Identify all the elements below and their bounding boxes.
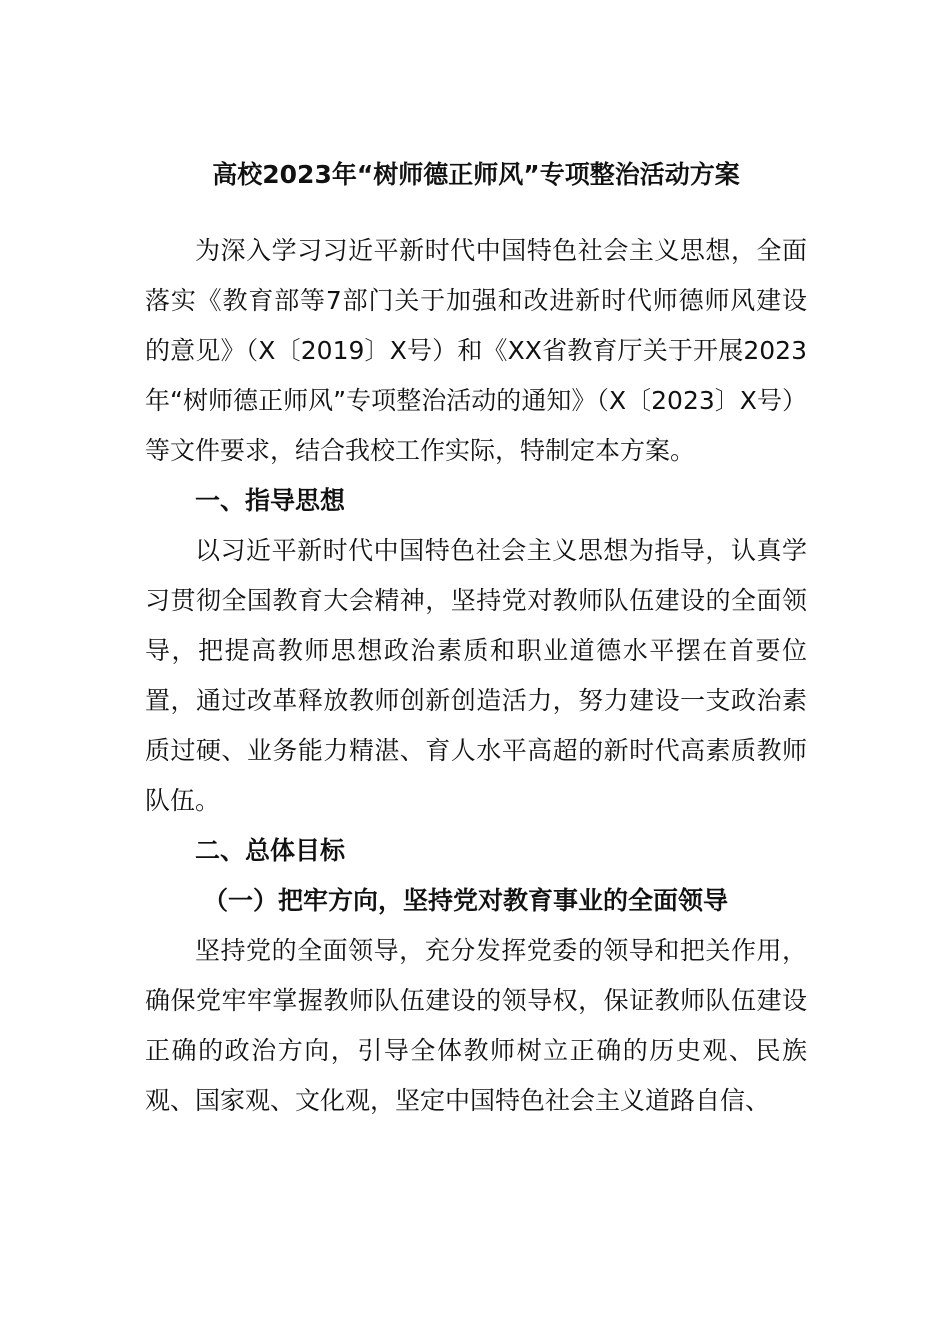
section-heading-overall-goals: 二、总体目标 (195, 836, 346, 865)
document-page (145, 150, 807, 1126)
subsection-heading-direction: （一）把牢方向，坚持党对教育事业的全面领导 (203, 886, 729, 915)
document-title: 高校2023年“树师德正师风”专项整治活动方案 (212, 160, 740, 189)
section-heading-guiding-thought: 一、指导思想 (195, 486, 346, 515)
intro-paragraph: 为深入学习习近平新时代中国特色社会主义思想，全面落实《教育部等7部门关于加强和改进新时代师德师风建设的意见》（X〔2019〕X号）和《XX省教育厅关于开展2023年“树师德正师风”专项整治活动的通知》（X〔2023〕X号）等文件要求，结合我校工作实际，特制定本方案。 (145, 236, 807, 465)
direction-paragraph: 坚持党的全面领导，充分发挥党委的领导和把关作用，确保党牢牢掌握教师队伍建设的领导权，保证教师队伍建设正确的政治方向，引导全体教师树立正确的历史观、民族观、国家观、文化观，坚定中国特色社会主义道路自信、 (145, 936, 807, 1115)
guiding-thought-paragraph: 以习近平新时代中国特色社会主义思想为指导，认真学习贯彻全国教育大会精神，坚持党对教师队伍建设的全面领导，把提高教师思想政治素质和职业道德水平摆在首要位置，通过改革释放教师创新创造活力，努力建设一支政治素质过硬、业务能力精湛、育人水平高超的新时代高素质教师队伍。 (145, 536, 807, 815)
